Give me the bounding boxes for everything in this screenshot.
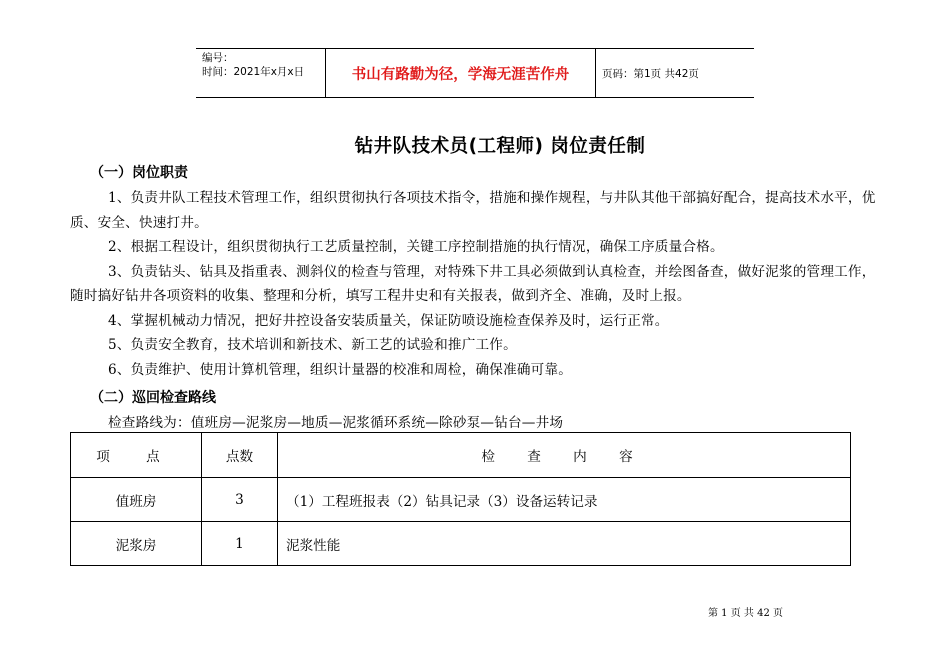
duty-paragraph: 3、负责钻头、钻具及指重表、测斜仪的检查与管理，对特殊下井工具必须做到认真检查，并绘图备查，做好泥浆的管理工作，随时搞好钻井各项资料的收集、整理和分析，填写工程井史和有关报表，做到齐全、准确，及时上报。 <box>70 263 876 304</box>
table-cell-item: 泥浆房 <box>71 522 202 566</box>
section-heading-duties: （一）岗位职责 <box>90 165 188 181</box>
duties-body <box>70 186 885 382</box>
duty-paragraph: 1、负责井队工程技术管理工作，组织贯彻执行各项技术指令，措施和操作规程，与井队其他干部搞好配合，提高技术水平，优质、安全、快速打井。 <box>70 190 876 231</box>
duty-paragraph: 5、负责安全教育，技术培训和新技术、新工艺的试验和推广工作。 <box>108 337 517 353</box>
document-header <box>196 48 754 98</box>
page-footer: 第 1 页 共 42 页 <box>708 608 783 619</box>
table-header-row <box>71 433 851 478</box>
duty-paragraph: 4、掌握机械动力情况，把好井控设备安装质量关，保证防喷设施检查保养及时，运行正常。 <box>108 312 669 329</box>
inspection-route: 检查路线为：值班房—泥浆房—地质—泥浆循环系统—除砂泵—钻台—井场 <box>108 415 564 431</box>
time-label: 时间：2021年x月x日 <box>202 66 305 78</box>
duty-paragraph: 2、根据工程设计，组织贯彻执行工艺质量控制，关键工序控制措施的执行情况，确保工序质量合格。 <box>108 239 724 255</box>
table-header-content: 检 查 内 容 <box>278 433 851 478</box>
table-cell-item: 值班房 <box>71 478 202 522</box>
table-header-item: 项 点 <box>71 433 202 478</box>
table-header-count: 点数 <box>202 433 278 478</box>
header-meta <box>196 49 326 97</box>
document-title: 钻井队技术员(工程师) 岗位责任制 <box>354 136 646 157</box>
duty-paragraph: 6、负责维护、使用计算机管理，组织计量器的校准和周检，确保准确可靠。 <box>108 361 573 378</box>
table-row <box>71 478 851 522</box>
section-heading-route: （二）巡回检查路线 <box>90 390 216 406</box>
table-cell-count: 3 <box>202 478 278 522</box>
inspection-table <box>70 432 851 566</box>
table-row <box>71 522 851 566</box>
number-label: 编号： <box>202 52 234 64</box>
table-cell-content: （1）工程班报表（2）钻具记录（3）设备运转记录 <box>278 478 851 522</box>
header-page-label: 页码：第1页 共42页 <box>602 67 699 80</box>
table-cell-content: 泥浆性能 <box>278 522 851 566</box>
table-cell-count: 1 <box>202 522 278 566</box>
header-motto: 书山有路勤为径，学海无涯苦作舟 <box>326 49 596 97</box>
